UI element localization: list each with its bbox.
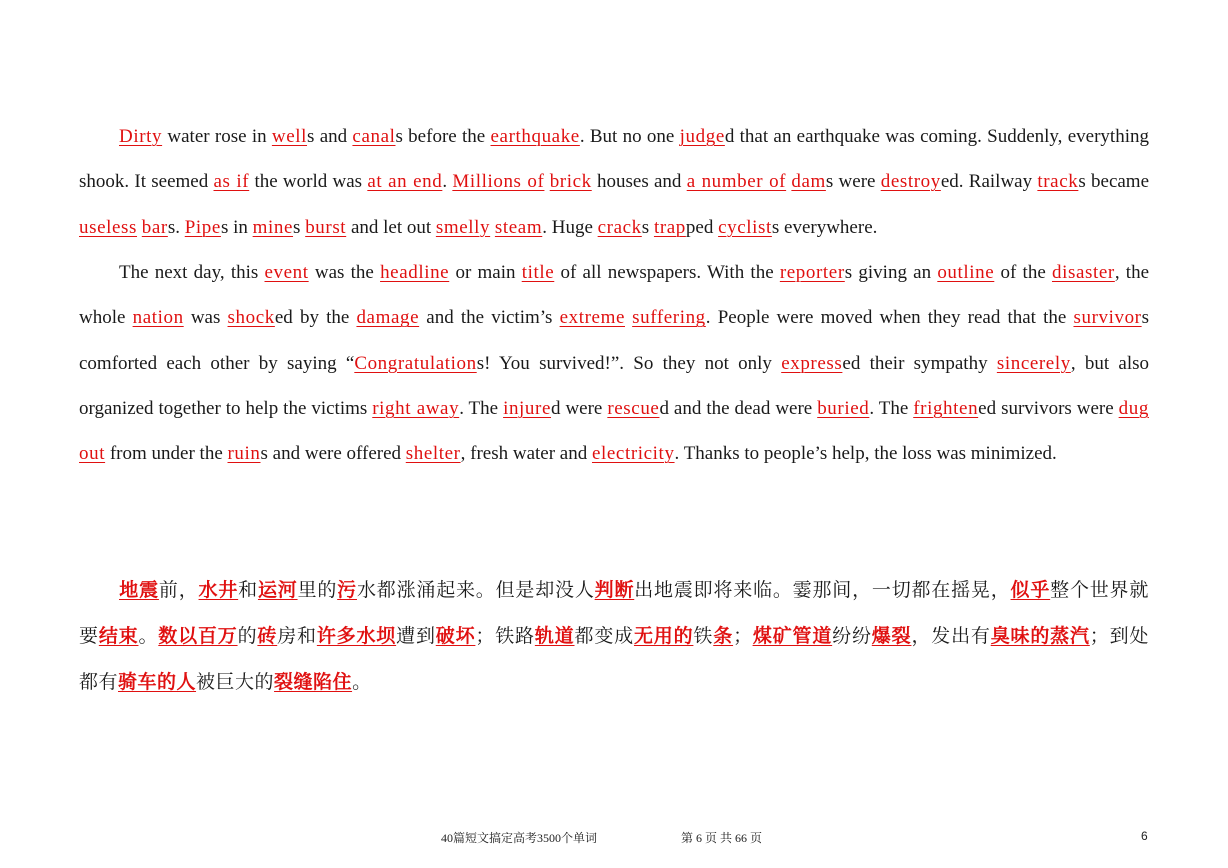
vocab-highlight: dam [791, 171, 826, 193]
vocab-highlight: as if [213, 171, 250, 193]
text-run: 水都涨涌起来。但是却没人 [356, 579, 595, 601]
paragraph-body [79, 126, 1149, 238]
vocab-highlight: reporter [779, 262, 845, 283]
text-run: ed by the [274, 307, 357, 329]
vocab-highlight: 骑车的人 [118, 671, 197, 693]
vocab-highlight: survivor [1073, 307, 1142, 329]
text-run: ed. Railway [940, 171, 1038, 193]
vocab-highlight: bar [141, 216, 168, 238]
vocab-highlight: destroy [880, 171, 941, 193]
text-run: or main [449, 262, 522, 283]
vocab-highlight: 臭味的蒸汽 [990, 625, 1090, 647]
vocab-highlight: Dirty [119, 126, 163, 147]
text-run: d and the dead were [659, 397, 818, 419]
text-run: water rose in [162, 126, 272, 147]
vocab-highlight: headline [380, 262, 450, 283]
text-run: s. [167, 216, 185, 238]
text-run: houses and [591, 171, 687, 193]
footer-book-title: 40篇短文搞定高考3500个单词 [441, 831, 598, 845]
text-run: s before the [395, 126, 491, 147]
text-run: 和 [238, 579, 258, 601]
vocab-highlight: earthquake [490, 126, 580, 147]
vocab-highlight: Congratulation [354, 352, 477, 374]
text-run: The next day, this [119, 262, 265, 283]
vocab-highlight: burst [305, 216, 347, 238]
vocab-highlight: 砖 [257, 625, 278, 647]
text-run: 整个世界就要 [79, 579, 1149, 647]
vocab-highlight: at an end [367, 171, 443, 193]
text-run: ；铁路 [475, 625, 535, 647]
text-run: . [442, 171, 453, 193]
vocab-highlight: 轨道 [534, 625, 575, 647]
text-run: 被巨大的 [196, 671, 275, 693]
vocab-highlight: cyclist [718, 216, 772, 238]
vocab-highlight: shock [227, 307, 275, 329]
text-run: s everywhere. [771, 216, 878, 238]
text-run: s and [307, 126, 353, 147]
vocab-highlight: buried [817, 397, 870, 419]
text-run: 。 [138, 625, 159, 647]
text-run: of all newspapers. With the [554, 262, 780, 283]
text-run: ped [685, 216, 719, 238]
vocab-highlight: dug out [79, 397, 1149, 465]
text-run: , fresh water and [460, 443, 592, 465]
vocab-highlight: title [521, 262, 555, 283]
vocab-highlight: 地震 [119, 579, 159, 601]
text-run: . Huge [542, 216, 598, 238]
text-run: 纷纷 [832, 625, 872, 647]
vocab-highlight: sincerely [996, 352, 1071, 374]
english-paragraph-2 [79, 250, 1149, 476]
vocab-highlight: 裂缝陷住 [274, 671, 353, 693]
text-run: s and were offered [260, 443, 406, 465]
vocab-highlight: event [264, 262, 309, 283]
vocab-highlight: 许多水坝 [316, 625, 397, 647]
vocab-highlight: 运河 [257, 579, 298, 601]
text-run: 前， [158, 579, 199, 601]
paragraph-body [79, 579, 1149, 693]
footer-page-number: 6 [1141, 829, 1148, 843]
text-run: was [183, 307, 228, 329]
text-run: was the [308, 262, 381, 283]
vocab-highlight: useless [79, 216, 138, 238]
vocab-highlight: injure [503, 397, 551, 419]
text-run: ed their sympathy [842, 352, 997, 374]
text-run: ； [733, 625, 753, 647]
text-run: and let out [346, 216, 436, 238]
vocab-highlight: Pipe [184, 216, 221, 238]
text-run: . The [869, 397, 914, 419]
vocab-highlight: 结束 [98, 625, 139, 647]
text-run: 。 [352, 671, 372, 693]
english-paragraph-1 [79, 114, 1149, 250]
text-run: ；到处都有 [79, 625, 1149, 693]
vocab-highlight: 无用的 [633, 625, 694, 647]
vocab-highlight: 破坏 [435, 625, 476, 647]
text-run: . The [459, 397, 504, 419]
text-run: 遭到 [396, 625, 436, 647]
vocab-highlight: shelter [405, 443, 461, 465]
vocab-highlight: a number of [686, 171, 787, 193]
text-run: ed survivors were [978, 397, 1119, 419]
vocab-highlight: well [271, 126, 308, 147]
vocab-highlight: 条 [713, 625, 734, 647]
vocab-highlight: damage [356, 307, 420, 329]
vocab-highlight: 爆裂 [871, 625, 912, 647]
text-run: s were [825, 171, 881, 193]
paragraph-body [79, 262, 1149, 464]
text-run: . People were moved when they read that the [705, 307, 1074, 329]
vocab-highlight: suffering [632, 307, 706, 329]
text-run: , but also organized together to help the victims [79, 352, 1149, 419]
vocab-highlight: 数以百万 [158, 625, 238, 647]
vocab-highlight: rescue [607, 397, 660, 419]
vocab-highlight: smelly [435, 216, 491, 238]
vocab-highlight: trap [653, 216, 686, 238]
vocab-highlight: frighten [913, 397, 979, 419]
vocab-highlight: 煤矿管道 [752, 625, 833, 647]
text-run: of the [994, 262, 1052, 283]
vocab-highlight: disaster [1051, 262, 1115, 283]
vocab-highlight: nation [132, 307, 184, 329]
vocab-highlight: extreme [559, 307, 625, 329]
vocab-highlight: steam [494, 216, 543, 238]
vocab-highlight: electricity [591, 443, 675, 465]
text-run: s became [1078, 171, 1150, 193]
vocab-highlight: canal [352, 126, 396, 147]
vocab-highlight: 判断 [594, 579, 635, 601]
text-run: . But no one [579, 126, 680, 147]
vocab-highlight: crack [597, 216, 642, 238]
vocab-highlight: 水井 [198, 579, 239, 601]
footer-page-info: 第 6 页 共 66 页 [681, 831, 763, 845]
vocab-highlight: 似乎 [1010, 579, 1051, 601]
text-run: s [641, 216, 654, 238]
text-run: 的 [237, 625, 258, 647]
vocab-highlight: outline [937, 262, 995, 283]
text-run: ，发出有 [911, 625, 991, 647]
vocab-highlight: ruin [227, 443, 261, 465]
vocab-highlight: Millions of [452, 171, 545, 193]
text-run: 出地震即将来临。霎那间，一切都在摇晃， [634, 579, 1011, 601]
vocab-highlight: express [781, 352, 843, 374]
vocab-highlight: 污 [337, 579, 357, 601]
text-run: s [293, 216, 306, 238]
text-run: . Thanks to people’s help, the loss was minimized. [674, 443, 1057, 465]
text-run: s giving an [844, 262, 938, 283]
text-run: from under the [105, 443, 228, 465]
text-run: 房和 [277, 625, 317, 647]
chinese-translation-paragraph [79, 567, 1149, 705]
text-run: 都变成 [574, 625, 634, 647]
text-run: 铁 [693, 625, 714, 647]
text-run: 里的 [297, 579, 338, 601]
vocab-highlight: judge [679, 126, 725, 147]
text-run: , the whole [79, 262, 1150, 329]
text-run: d were [550, 397, 608, 419]
text-run: d that an earthquake was coming. Suddenly, everything shook. It seemed [79, 126, 1149, 193]
vocab-highlight: brick [549, 171, 592, 193]
vocab-highlight: right away [372, 397, 460, 419]
vocab-highlight: mine [252, 216, 294, 238]
text-run: s comforted each other by saying “ [79, 307, 1150, 374]
text-run: s in [220, 216, 253, 238]
vocab-highlight: track [1037, 171, 1079, 193]
text-run: and the victim’s [419, 307, 560, 329]
text-run: the world was [249, 171, 368, 193]
text-run: s! You survived!”. So they not only [476, 352, 782, 374]
